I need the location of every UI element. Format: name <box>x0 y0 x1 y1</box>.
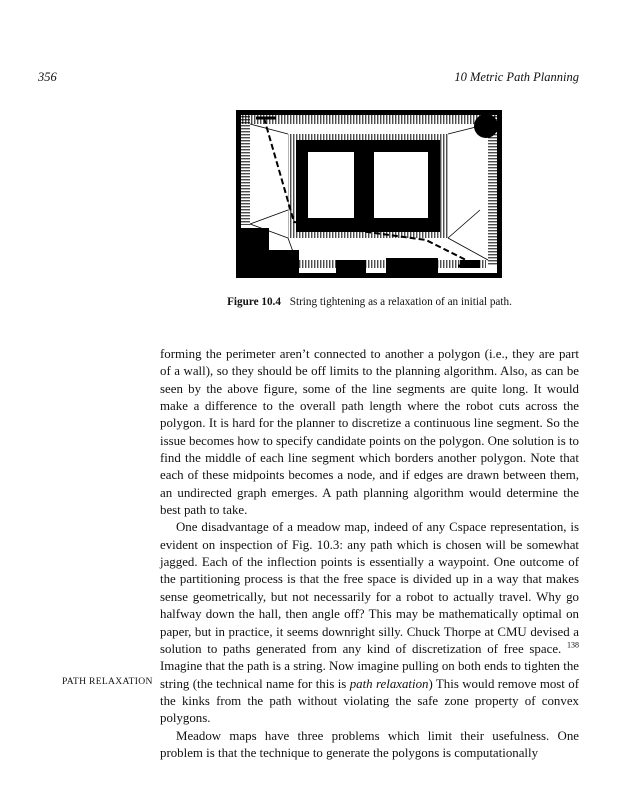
figure-label: Figure 10.4 <box>227 296 281 308</box>
bottom-obstacle-1 <box>336 260 366 273</box>
left-boundary-hatch <box>241 115 250 225</box>
running-head: 10 Metric Path Planning <box>454 70 579 84</box>
bottom-left-obstacle <box>241 228 269 273</box>
figure-10-4 <box>236 110 502 278</box>
room-right <box>374 152 428 218</box>
margin-note: PATH RELAXATION <box>62 676 153 687</box>
paragraph-1: forming the perimeter aren’t connected to another a polygon (i.e., they are part of a wall), so they should be off limits to the planning algorithm. Also, as can be seen by the above figure, some of the line segments are quite long. It would make a difference to the overall path length where the robot cuts across the polygon. It is hard for the planner to discretize a continuous line segment. So the issue becomes how to specify candidate points on the polygon. One solution is to find the middle of each line segment which borders another polygon. Note that each of these midpoints becomes a node, and if edges are drawn between them, an undirected graph emerges. A path planning algorithm would determine the best path to take. <box>160 347 579 518</box>
term-path-relaxation: path relaxation <box>349 676 429 691</box>
round-obstacle <box>474 114 498 138</box>
paragraph-2-text-c: ) This would remove most of the kinks from the path without violating the safe zone property of convex polygons. <box>160 676 579 726</box>
meadow-map-diagram <box>236 110 502 278</box>
reference-marker: 138 <box>567 640 579 650</box>
figure-caption <box>160 296 579 308</box>
bottom-left-step <box>269 250 299 273</box>
paragraph-2-text-a: One disadvantage of a meadow map, indeed of any Cspace representation, is evident on inspection of Fig. 10.3: any path which is chosen will be somewhat jagged. Each of the inflection points is essentially a waypoint. One outcome of the partitioning process is that the free space is divided up in a way that makes sense geometrically, but not necessarily for a robot to actually travel. Why go halfway down the hall, then angle off? This may be mathematically optimal on paper, but in practice, it seems downright silly. Chuck Thorpe at CMU devised a solution to paths generated from any kind of discretization of free space. <box>160 520 579 656</box>
paragraph-2-text-b: Imagine that the path is a string. Now imagine pulling on both ends to tighten the string (the technical name for this is <box>160 659 579 691</box>
page-number: 356 <box>38 70 57 84</box>
paragraph-2 <box>160 519 579 727</box>
figure-caption-text: String tightening as a relaxation of an initial path. <box>289 296 512 308</box>
bottom-obstacle-2 <box>386 258 438 273</box>
room-left <box>308 152 354 218</box>
paragraph-3: Meadow maps have three problems which limit their usefulness. One problem is that the technique to generate the polygons is computationally <box>160 728 579 760</box>
body-text <box>160 346 579 762</box>
top-boundary-hatch <box>241 115 497 124</box>
page-header <box>38 70 579 88</box>
